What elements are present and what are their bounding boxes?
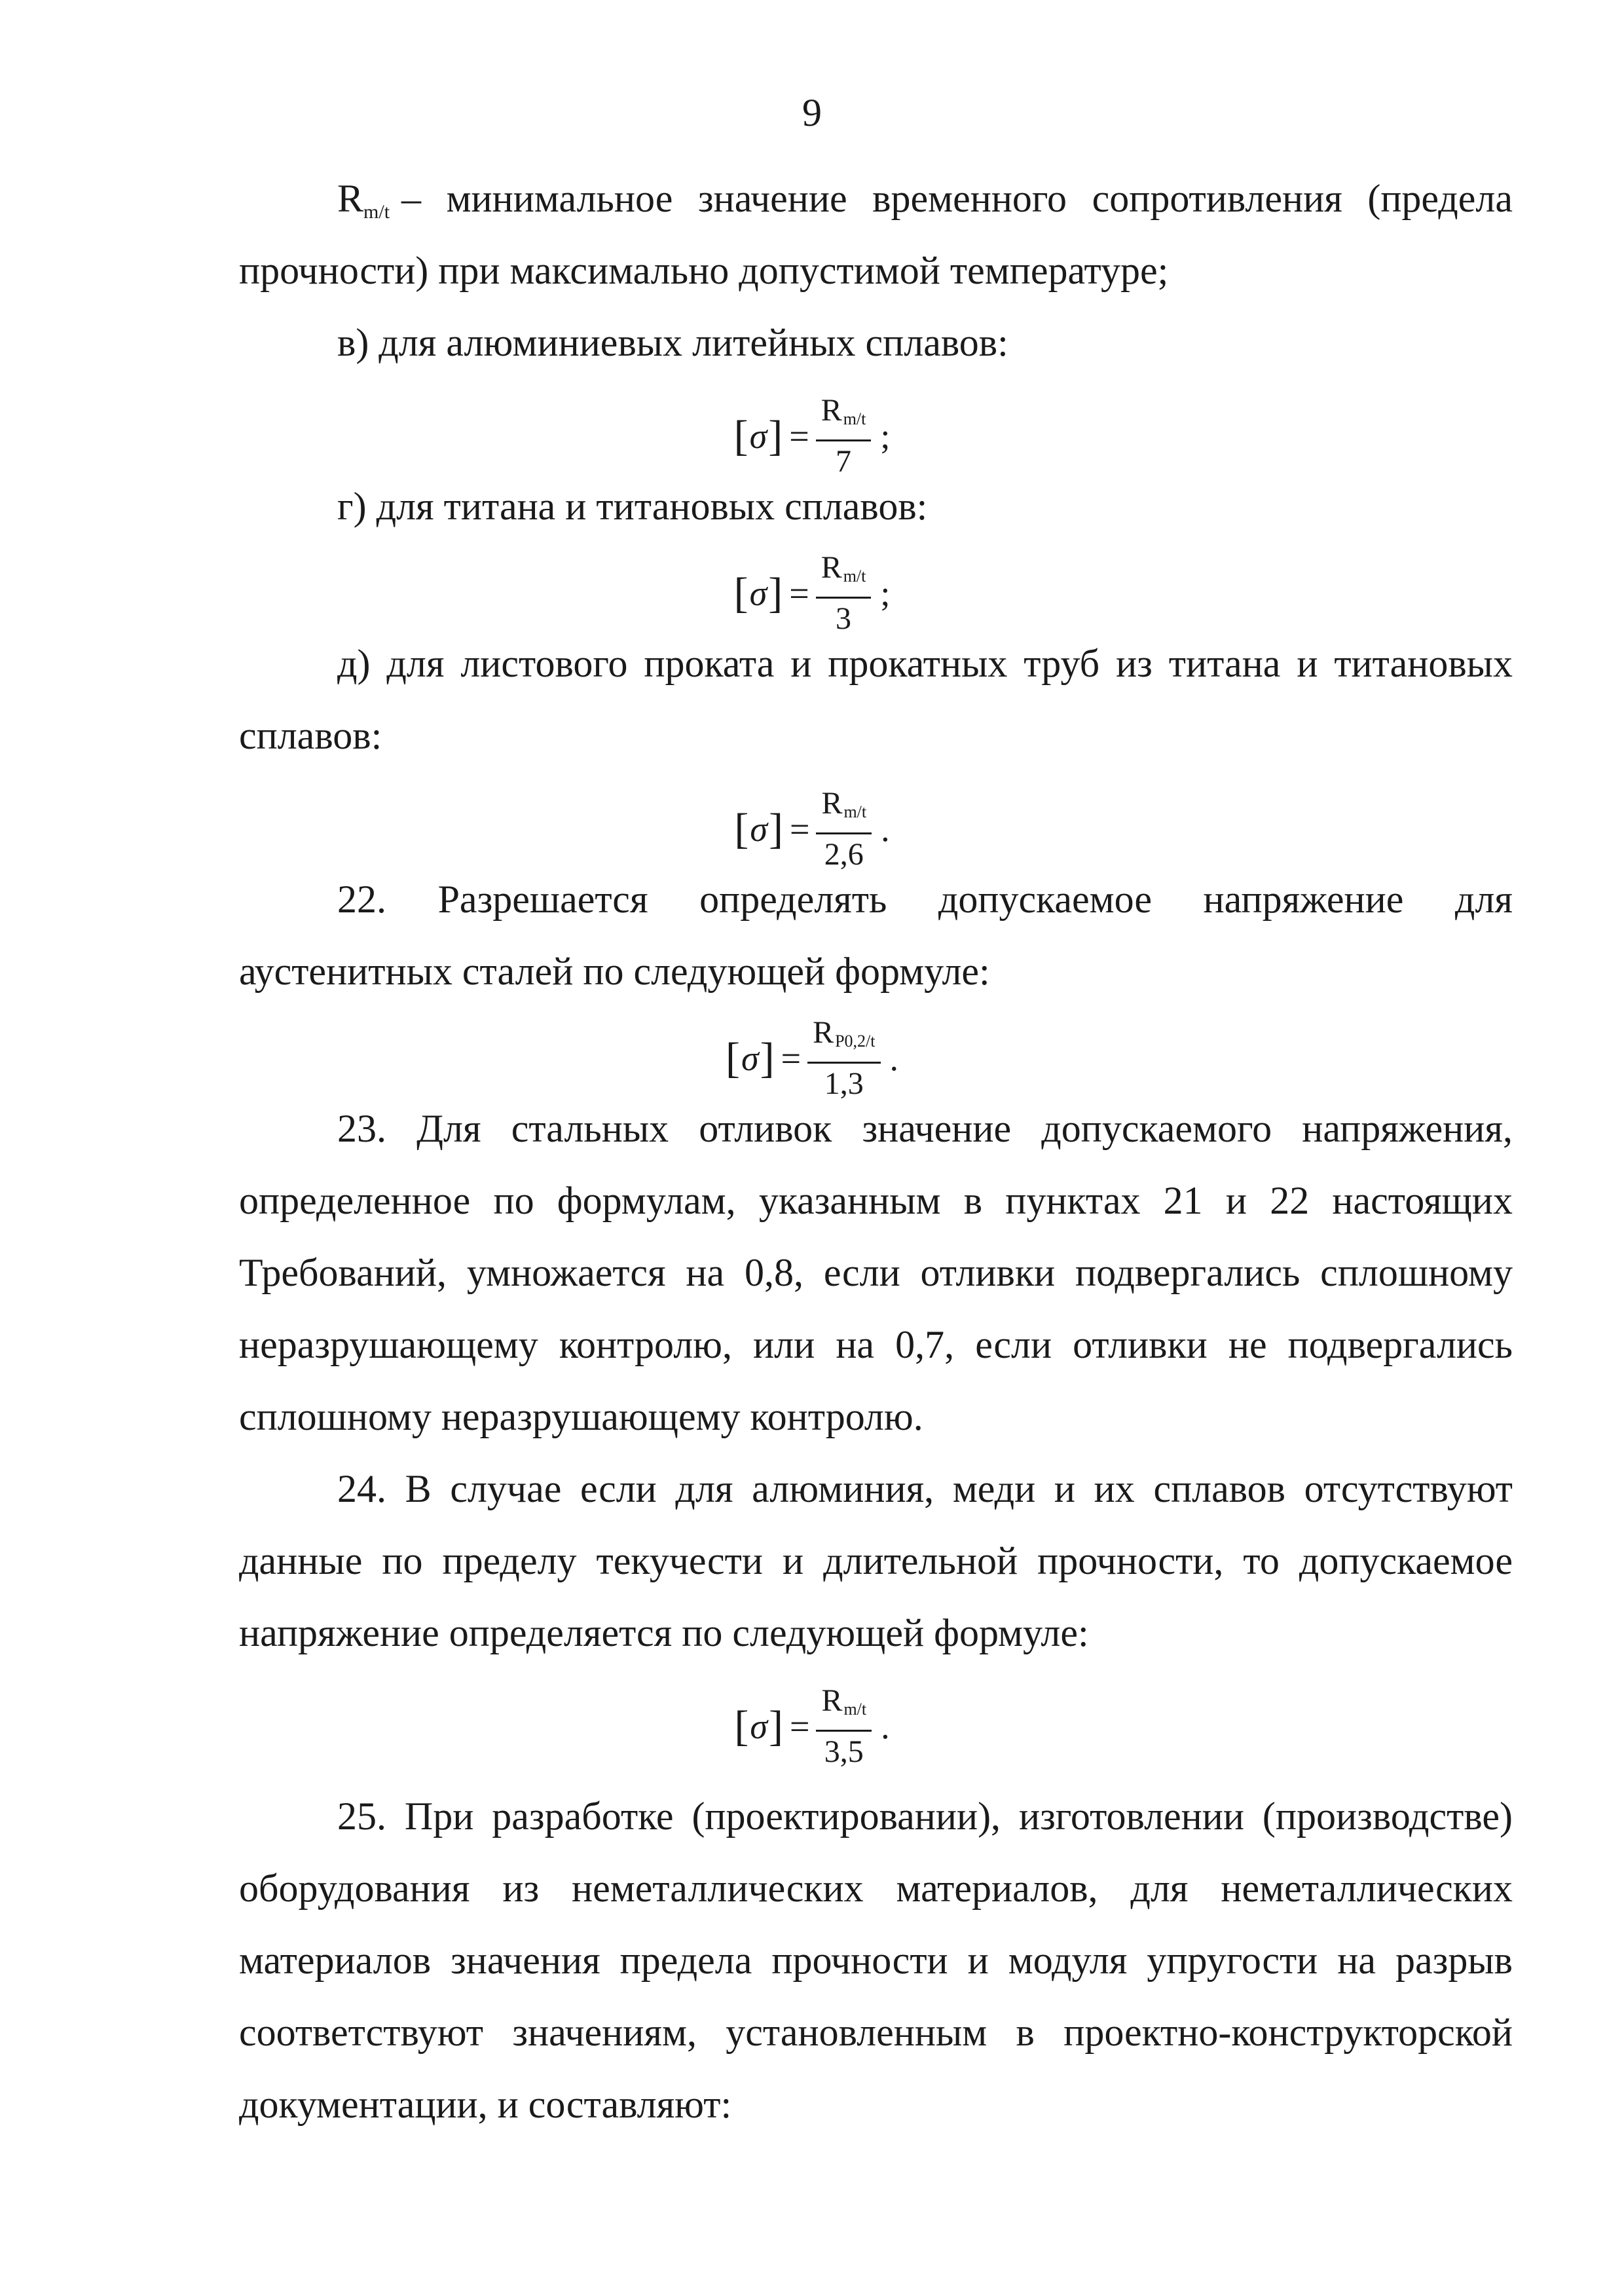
formula-5-lhs: [ σ ] <box>734 1702 783 1750</box>
formula-4 <box>0 1014 1624 1103</box>
formula-2-lhs: [ σ ] <box>733 569 783 617</box>
formula-4-punct: . <box>889 1039 898 1078</box>
formula-2-fraction: $\frac{R_{m/t}}{3}$ <box>816 549 872 638</box>
formula-3-lhs: [ σ ] <box>734 805 783 853</box>
formula-3-punct: . <box>881 810 890 849</box>
formula-1-punct: ; <box>880 417 891 456</box>
item-d-line-1: д) для листового проката и прокатных труб из титана и титановых <box>337 642 1513 685</box>
formula-5-punct: . <box>881 1707 890 1746</box>
definition-subscript: m/t <box>363 201 390 223</box>
formula-1-fraction: $\frac{R_{m/t}}{7}$ <box>816 392 872 481</box>
formula-5-fraction: $\frac{R_{m/t}}{3,5}$ <box>816 1682 872 1771</box>
paragraph-24: 24. В случае если для алюминия, меди и их сплавов отсутствуют данные по пределу текучести и длительной прочности, то допускаемое напряжение определяется по следующей формуле: <box>239 1467 1513 1654</box>
paragraph-22-line-1: 22. Разрешается определять допускаемое напряжение для <box>337 878 1513 921</box>
formula-1 <box>0 392 1624 481</box>
definition-text-1: – минимальное значение временного сопротивления (предела <box>401 177 1513 220</box>
definition-line-2: прочности) при максимально допустимой температуре; <box>239 249 1169 292</box>
paragraph-22-line-2: аустенитных сталей по следующей формуле: <box>239 950 990 993</box>
item-v: в) для алюминиевых литейных сплавов: <box>337 321 1008 364</box>
formula-3 <box>0 785 1624 874</box>
formula-4-lhs: [ σ ] <box>725 1034 775 1082</box>
formula-5 <box>0 1682 1624 1771</box>
formula-2 <box>0 549 1624 638</box>
formula-5-equals: = <box>789 1707 810 1746</box>
formula-3-equals: = <box>789 810 810 849</box>
page-number: 9 <box>802 91 822 134</box>
paragraph-25: 25. При разработке (проектировании), изготовлении (производстве) оборудования из неметаллических материалов, для неметаллических материалов значения предела прочности и модуля упругости на разрыв соответствуют значениям, установленным в проектно-конструкторской документации, и составляют: <box>239 1795 1513 2126</box>
formula-4-equals: = <box>781 1039 802 1078</box>
item-d-line-2: сплавов: <box>239 714 382 757</box>
definition-symbol: R <box>337 177 364 220</box>
formula-3-fraction: $\frac{R_{m/t}}{2,6}$ <box>816 785 872 874</box>
formula-2-punct: ; <box>880 574 891 613</box>
item-g: г) для титана и титановых сплавов: <box>337 485 928 528</box>
formula-4-fraction: $\frac{R_{P0,2/t}}{1,3}$ <box>807 1014 880 1103</box>
formula-2-equals: = <box>789 574 809 613</box>
formula-1-equals: = <box>789 417 809 456</box>
paragraph-23: 23. Для стальных отливок значение допускаемого напряжения, определенное по формулам, указанным в пунктах 21 и 22 настоящих Требований, умножается на 0,8, если отливки подвергались сплошному неразрушающему контролю, или на 0,7, если отливки не подвергались сплошному неразрушающему контролю. <box>239 1107 1513 1438</box>
formula-1-lhs: [ σ ] <box>733 412 783 460</box>
